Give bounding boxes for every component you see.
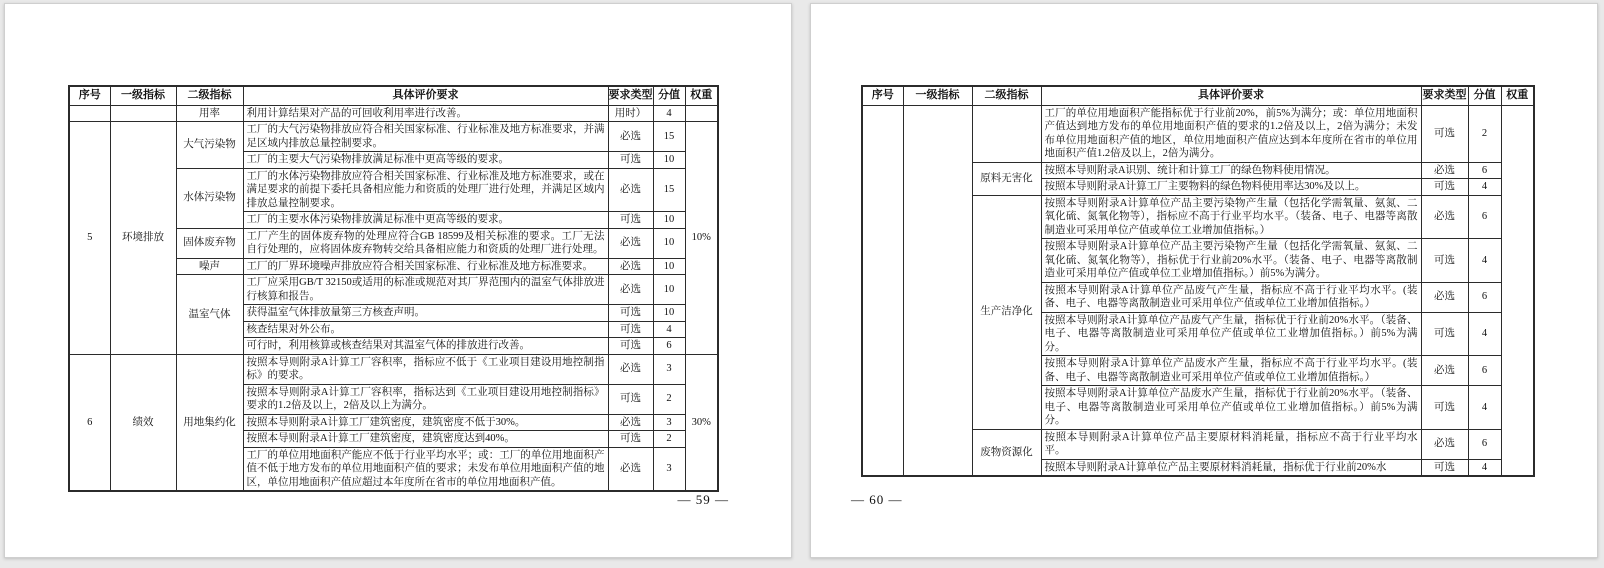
cell-requirement: 按照本导则附录A计算工厂建筑密度，建筑密度不低于30%。 xyxy=(243,414,608,431)
cell-requirement-type: 可选 xyxy=(1421,105,1468,162)
page-59 xyxy=(4,3,792,558)
cell-requirement: 利用计算结果对产品的可回收利用率进行改善。 xyxy=(243,105,608,122)
cell-level2-indicator: 水体污染物 xyxy=(176,168,243,228)
cell-score: 10 xyxy=(653,212,685,229)
cell-requirement: 工厂的主要大气污染物排放满足标准中更高等级的要求。 xyxy=(243,152,608,169)
cell-level1-indicator xyxy=(110,105,176,122)
cell-score: 3 xyxy=(653,447,685,491)
table-row xyxy=(69,122,718,152)
cell-requirement-type: 可选 xyxy=(1421,312,1468,356)
cell-requirement: 工厂产生的固体废弃物的处理应符合GB 18599及相关标准的要求。工厂无法自行处理的，应将固体废弃物转交给具备相应能力和资质的处理厂进行处理。 xyxy=(243,228,608,258)
table-header-row xyxy=(862,86,1534,105)
cell-score: 6 xyxy=(653,338,685,355)
col-header-requirement: 具体评价要求 xyxy=(1041,86,1421,105)
cell-requirement: 按照本导则附录A计算工厂容积率，指标达到《工业项目建设用地控制指标》要求的1.2倍及以上，2倍及以上为满分。 xyxy=(243,384,608,414)
cell-requirement-type: 可选 xyxy=(608,212,653,229)
col-header-index: 序号 xyxy=(69,86,110,105)
cell-requirement: 工厂的单位用地面积产能指标优于行业前20%，前5%为满分；或：单位用地面积产值达到地方发布的单位用地面积产值的要求的1.2倍及以上，2倍为满分；未发布单位用地面积产值的地区，单位用地面积产值应达到本年度所在省市的单位用地面积产值1.2倍及以上，2倍为满分。 xyxy=(1041,105,1421,162)
cell-score: 6 xyxy=(1468,356,1501,386)
cell-level1-indicator: 环境排放 xyxy=(110,122,176,355)
cell-requirement: 按照本导则附录A计算单位产品废水产生量，指标优于行业前20%水平。（装备、电子、电器等离散制造业可采用单位产值或单位工业增加值指标。）前5%为满分。 xyxy=(1041,386,1421,430)
cell-requirement-type: 必选 xyxy=(608,414,653,431)
cell-score: 2 xyxy=(653,384,685,414)
cell-requirement-type: 可选 xyxy=(608,305,653,322)
col-header-requirement-type: 要求类型 xyxy=(1421,86,1468,105)
cell-level2-indicator: 温室气体 xyxy=(176,275,243,355)
cell-requirement: 按照本导则附录A计算单位产品主要污染物产生量（包括化学需氧量、氨氮、二氧化硫、氮氧化物等），指标优于行业前20%水平。（装备、电子、电器等离散制造业可采用单位产值或单位工业增加值指标。）前5%为满分。 xyxy=(1041,239,1421,283)
cell-requirement-type: 可选 xyxy=(1421,386,1468,430)
col-header-level1-indicator: 一级指标 xyxy=(110,86,176,105)
cell-requirement-type: 用时） xyxy=(608,105,653,122)
table-row xyxy=(69,354,718,384)
col-header-requirement: 具体评价要求 xyxy=(243,86,608,105)
cell-score: 3 xyxy=(653,414,685,431)
cell-requirement-type: 可选 xyxy=(1421,179,1468,196)
cell-score: 2 xyxy=(1468,105,1501,162)
cell-level2-indicator: 噪声 xyxy=(176,258,243,275)
cell-level2-indicator xyxy=(972,105,1041,162)
col-header-score: 分值 xyxy=(653,86,685,105)
col-header-score: 分值 xyxy=(1468,86,1501,105)
cell-level2-indicator: 废物资源化 xyxy=(972,429,1041,476)
cell-weight: 10% xyxy=(685,122,718,355)
cell-requirement: 工厂的厂界环境噪声排放应符合相关国家标准、行业标准及地方标准要求。 xyxy=(243,258,608,275)
col-header-index: 序号 xyxy=(862,86,903,105)
cell-requirement-type: 必选 xyxy=(608,275,653,305)
cell-score: 10 xyxy=(653,152,685,169)
cell-requirement: 按照本导则附录A计算工厂主要物料的绿色物料使用率达30%及以上。 xyxy=(1041,179,1421,196)
cell-requirement: 获得温室气体排放量第三方核查声明。 xyxy=(243,305,608,322)
cell-score: 6 xyxy=(1468,282,1501,312)
cell-requirement: 按照本导则附录A计算单位产品废水产生量，指标应不高于行业平均水平。(装备、电子、电器等离散制造业可采用单位产值或单位工业增加值指标。） xyxy=(1041,356,1421,386)
cell-requirement: 按照本导则附录A计算工厂建筑密度，建筑密度达到40%。 xyxy=(243,431,608,448)
col-header-weight: 权重 xyxy=(685,86,718,105)
cell-requirement-type: 可选 xyxy=(1421,459,1468,476)
cell-requirement: 工厂的大气污染物排放应符合相关国家标准、行业标准及地方标准要求，并满足区域内排放总量控制要求。 xyxy=(243,122,608,152)
cell-score: 4 xyxy=(1468,312,1501,356)
cell-score: 4 xyxy=(1468,179,1501,196)
cell-requirement: 按照本导则附录A计算单位产品废气产生量，指标应不高于行业平均水平。(装备、电子、电器等离散制造业可采用单位产值或单位工业增加值指标。） xyxy=(1041,282,1421,312)
cell-requirement-type: 必选 xyxy=(1421,195,1468,239)
cell-score: 4 xyxy=(1468,239,1501,283)
cell-level1-indicator xyxy=(903,105,972,476)
cell-index xyxy=(862,105,903,476)
table-row xyxy=(69,105,718,122)
cell-score: 15 xyxy=(653,122,685,152)
col-header-requirement-type: 要求类型 xyxy=(608,86,653,105)
cell-weight xyxy=(1501,105,1534,476)
cell-requirement-type: 可选 xyxy=(608,338,653,355)
cell-score: 6 xyxy=(1468,195,1501,239)
cell-score: 4 xyxy=(653,321,685,338)
cell-requirement: 按照本导则附录A计算单位产品废气产生量，指标优于行业前20%水平。（装备、电子、电器等离散制造业可采用单位产值或单位工业增加值指标。）前5%为满分。 xyxy=(1041,312,1421,356)
cell-requirement: 按照本导则附录A计算单位产品主要污染物产生量（包括化学需氧量、氨氮、二氧化硫、氮氧化物等），指标应不高于行业平均水平。（装备、电子、电器等离散制造业可采用单位产值或单位工业增加值指标。） xyxy=(1041,195,1421,239)
cell-level2-indicator: 生产洁净化 xyxy=(972,195,1041,429)
cell-level2-indicator: 用地集约化 xyxy=(176,354,243,491)
cell-requirement: 按照本导则附录A计算单位产品主要原材料消耗量，指标优于行业前20%水 xyxy=(1041,459,1421,476)
col-header-level2-indicator: 二级指标 xyxy=(176,86,243,105)
cell-score: 2 xyxy=(653,431,685,448)
evaluation-table-page-60 xyxy=(861,85,1535,477)
cell-requirement-type: 可选 xyxy=(608,384,653,414)
table-row xyxy=(862,105,1534,162)
col-header-level2-indicator: 二级指标 xyxy=(972,86,1041,105)
col-header-weight: 权重 xyxy=(1501,86,1534,105)
cell-requirement: 按照本导则附录A计算单位产品主要原材料消耗量，指标应不高于行业平均水平。 xyxy=(1041,429,1421,459)
cell-requirement-type: 必选 xyxy=(608,354,653,384)
cell-index xyxy=(69,105,110,122)
cell-score: 4 xyxy=(653,105,685,122)
cell-requirement: 按照本导则附录A计算工厂容积率，指标应不低于《工业项目建设用地控制指标》的要求。 xyxy=(243,354,608,384)
cell-score: 15 xyxy=(653,168,685,212)
cell-level2-indicator: 用率 xyxy=(176,105,243,122)
cell-requirement: 可行时，利用核算或核查结果对其温室气体的排放进行改善。 xyxy=(243,338,608,355)
cell-requirement-type: 必选 xyxy=(1421,429,1468,459)
cell-requirement: 核查结果对外公布。 xyxy=(243,321,608,338)
page-60 xyxy=(810,3,1598,558)
cell-score: 10 xyxy=(653,228,685,258)
cell-requirement: 工厂的主要水体污染物排放满足标准中更高等级的要求。 xyxy=(243,212,608,229)
cell-requirement-type: 可选 xyxy=(608,152,653,169)
cell-weight: 30% xyxy=(685,354,718,491)
cell-requirement-type: 必选 xyxy=(608,447,653,491)
cell-requirement: 按照本导则附录A识别、统计和计算工厂的绿色物料使用情况。 xyxy=(1041,162,1421,179)
table-header-row xyxy=(69,86,718,105)
page-number: — 60 — xyxy=(851,492,903,507)
cell-score: 10 xyxy=(653,275,685,305)
cell-score: 10 xyxy=(653,258,685,275)
cell-requirement-type: 必选 xyxy=(608,168,653,212)
cell-index: 5 xyxy=(69,122,110,355)
cell-score: 6 xyxy=(1468,162,1501,179)
cell-level1-indicator: 绩效 xyxy=(110,354,176,491)
cell-score: 10 xyxy=(653,305,685,322)
cell-requirement-type: 可选 xyxy=(1421,239,1468,283)
cell-requirement-type: 可选 xyxy=(608,431,653,448)
cell-score: 4 xyxy=(1468,386,1501,430)
page-number: — 59 — xyxy=(677,492,729,507)
cell-requirement-type: 必选 xyxy=(1421,356,1468,386)
cell-requirement: 工厂的水体污染物排放应符合相关国家标准、行业标准及地方标准要求，或在满足要求的前提下委托具备相应能力和资质的处理厂进行处理，并满足区域内排放总量控制要求。 xyxy=(243,168,608,212)
cell-requirement-type: 必选 xyxy=(608,258,653,275)
cell-requirement-type: 可选 xyxy=(608,321,653,338)
evaluation-table-page-59 xyxy=(68,85,719,492)
cell-score: 3 xyxy=(653,354,685,384)
cell-requirement-type: 必选 xyxy=(1421,282,1468,312)
cell-requirement: 工厂的单位用地面积产能应不低于行业平均水平；或：工厂的单位用地面积产值不低于地方发布的单位用地面积产值的要求；未发布单位用地面积产值的地区，单位用地面积产值应超过本年度所在省市的单位用地面积产值。 xyxy=(243,447,608,491)
cell-index: 6 xyxy=(69,354,110,491)
cell-requirement-type: 必选 xyxy=(608,228,653,258)
cell-requirement-type: 必选 xyxy=(1421,162,1468,179)
cell-requirement: 工厂应采用GB/T 32150或适用的标准或规范对其厂界范围内的温室气体排放进行核算和报告。 xyxy=(243,275,608,305)
cell-level2-indicator: 原料无害化 xyxy=(972,162,1041,195)
cell-score: 4 xyxy=(1468,459,1501,476)
cell-requirement-type: 必选 xyxy=(608,122,653,152)
cell-weight xyxy=(685,105,718,122)
cell-level2-indicator: 大气污染物 xyxy=(176,122,243,169)
col-header-level1-indicator: 一级指标 xyxy=(903,86,972,105)
cell-level2-indicator: 固体废弃物 xyxy=(176,228,243,258)
cell-score: 6 xyxy=(1468,429,1501,459)
